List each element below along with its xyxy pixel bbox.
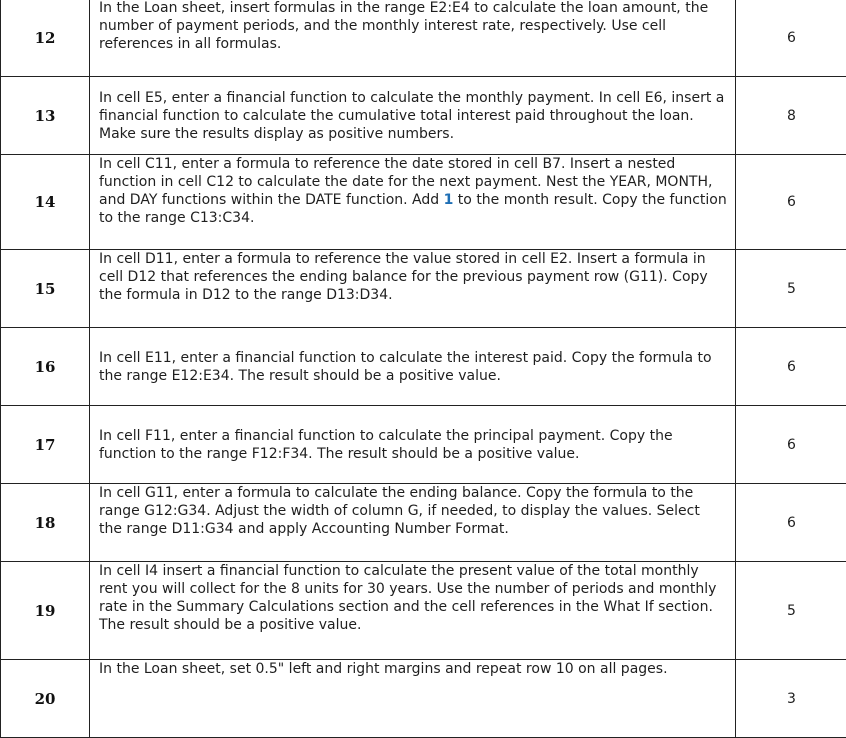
step-points: 5 — [736, 250, 846, 328]
step-description — [90, 77, 736, 155]
step-number: 16 — [1, 328, 90, 406]
step-number: 17 — [1, 406, 90, 484]
highlighted-value: 1 — [444, 192, 454, 208]
table-row — [1, 155, 846, 250]
table-row — [1, 0, 846, 77]
step-description — [90, 155, 736, 250]
step-description — [90, 0, 736, 77]
step-text: In the Loan sheet, set 0.5" left and right margins and repeat row 10 on all pages. — [99, 660, 727, 678]
step-points: 5 — [736, 562, 846, 660]
step-text: In cell I4 insert a financial function to calculate the present value of the total monthly rent you will collect for the 8 units for 30 years. Use the number of periods and monthly rate in the Summary Calculations section and the cell references in the What If section. The result should be a positive value. — [99, 562, 727, 634]
step-points: 6 — [736, 328, 846, 406]
step-points: 6 — [736, 484, 846, 562]
table-row — [1, 406, 846, 484]
step-text: In cell F11, enter a financial function to calculate the principal payment. Copy the function to the range F12:F34. The result should be a positive value. — [99, 427, 727, 463]
step-description — [90, 328, 736, 406]
step-text: In cell D11, enter a formula to reference the value stored in cell E2. Insert a formula in cell D12 that references the ending balance for the previous payment row (G11). Copy the formula in D12 to the range D13:D34. — [99, 250, 727, 304]
step-text-part: to the month result. Copy the function to the range C13:C34. — [99, 192, 727, 226]
step-description — [90, 484, 736, 562]
step-description — [90, 562, 736, 660]
step-number: 12 — [1, 0, 90, 77]
step-description — [90, 660, 736, 738]
step-number: 19 — [1, 562, 90, 660]
step-points: 8 — [736, 77, 846, 155]
table-row — [1, 660, 846, 738]
step-text-part: In cell C11, enter a formula to reference the date stored in cell B7. Insert a nested function in cell C12 to calculate the date for the next payment. Nest the YEAR, MONTH, and DAY functions within the DATE function. Add — [99, 156, 712, 208]
table-row — [1, 77, 846, 155]
table-row — [1, 328, 846, 406]
step-points: 3 — [736, 660, 846, 738]
table-row — [1, 562, 846, 660]
step-number: 14 — [1, 155, 90, 250]
step-text: In cell G11, enter a formula to calculate the ending balance. Copy the formula to the range G12:G34. Adjust the width of column G, if needed, to display the values. Select the range D11:G34 and apply Accounting Number Format. — [99, 484, 727, 538]
step-points: 6 — [736, 155, 846, 250]
step-number: 18 — [1, 484, 90, 562]
step-description — [90, 406, 736, 484]
table-row — [1, 484, 846, 562]
step-number: 13 — [1, 77, 90, 155]
step-points: 6 — [736, 0, 846, 77]
table-row — [1, 250, 846, 328]
step-text: In cell E5, enter a financial function to calculate the monthly payment. In cell E6, insert a financial function to calculate the cumulative total interest paid throughout the loan. Make sure the results display as positive numbers. — [99, 89, 727, 143]
step-number: 20 — [1, 660, 90, 738]
step-text: In the Loan sheet, insert formulas in the range E2:E4 to calculate the loan amount, the number of payment periods, and the monthly interest rate, respectively. Use cell references in all formulas. — [99, 0, 727, 53]
step-text — [99, 155, 727, 227]
step-text: In cell E11, enter a financial function to calculate the interest paid. Copy the formula to the range E12:E34. The result should be a positive value. — [99, 349, 727, 385]
step-description — [90, 250, 736, 328]
step-number: 15 — [1, 250, 90, 328]
step-points: 6 — [736, 406, 846, 484]
